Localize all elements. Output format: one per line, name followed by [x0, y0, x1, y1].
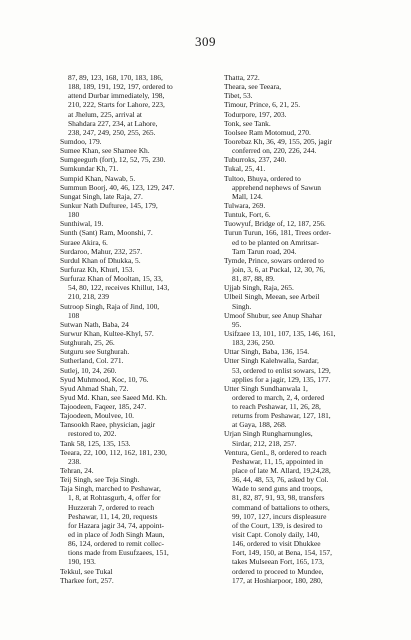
index-entry-continuation: restored to, 202. — [68, 429, 117, 439]
index-entry-continuation: applies for a jagir, 129, 135, 177. — [232, 374, 331, 384]
index-entry-continuation: of the Court, 139, is desired to — [232, 520, 323, 530]
index-entry-continuation: 177, at Hoshiarpoor, 180, 280, — [232, 575, 323, 585]
index-entry: Sunth (Sant) Ram, Moonshi, 7. — [60, 228, 153, 238]
index-entry: Sumee Khan, see Shamee Kh. — [60, 146, 150, 156]
index-entry: Sunthiwal, 19. — [60, 219, 104, 229]
index-entry: Sungat Singh, late Raja, 27. — [60, 191, 143, 201]
index-entry-continuation: 36, 44, 48, 53, 76, asked by Col. — [232, 475, 329, 485]
index-entry-continuation: Mall, 124. — [232, 191, 263, 201]
index-entry-continuation: 86, 124, ordered to remit collec- — [68, 539, 165, 549]
index-entry: Summun Boorj, 40, 46, 123, 129, 247. — [60, 182, 175, 192]
index-entry-continuation: ordered to march, 2, 4, ordered — [232, 392, 325, 402]
index-entry: Theara, see Teeara, — [224, 82, 282, 92]
index-entry-continuation: Wade to send guns and troops, — [232, 484, 323, 494]
index-entry: Sumkundar Kh, 71. — [60, 164, 119, 174]
index-entry-continuation: Singh. — [232, 301, 252, 311]
index-entry: Thatta, 272. — [224, 73, 260, 82]
index-entry: Toolsee Ram Motomud, 270. — [224, 127, 311, 137]
index-entry-continuation: 81, 87, 88, 89. — [232, 274, 275, 284]
index-entry-continuation: 210, 218, 239 — [68, 292, 109, 302]
index-entry: Tuntuk, Fort, 6. — [224, 210, 271, 220]
index-entry: Syud Md. Khan, see Saeed Md. Kh. — [60, 392, 168, 402]
index-entry-continuation: 190, 193. — [68, 557, 96, 567]
index-entry: Tuowyuf, Bridge of, 12, 187, 256. — [224, 219, 326, 229]
index-entry: Urjan Singh Rungharnungles, — [224, 429, 313, 439]
index-entry: Timour, Prince, 6, 21, 25. — [224, 100, 301, 110]
index-entry-continuation: Shahdara 227, 234, at Lahore, — [68, 118, 158, 128]
index-entry: Taja Singh, marched to Peshawar, — [60, 484, 161, 494]
index-entry: Tulwara, 269. — [224, 200, 266, 210]
index-entry: Uttar Singh, Baba, 136, 154. — [224, 347, 310, 357]
index-entry-continuation: 183, 236, 250. — [232, 338, 275, 348]
index-entry: Tekkul, see Tukal — [60, 566, 113, 576]
index-entry: Sumgeegurh (fort), 12, 52, 75, 230. — [60, 155, 166, 165]
index-entry: Ulbeil Singh, Meean, see Arbeil — [224, 292, 320, 302]
index-entry-continuation: 188, 189, 191, 192, 197, ordered to — [68, 82, 173, 92]
index-entry: Tehran, 24. — [60, 466, 94, 476]
index-entry-continuation: apprehend nephews of Sawun — [232, 182, 322, 192]
index-entry: Tajoodeen, Moulvee, 10. — [60, 411, 135, 421]
index-entry-continuation: join, 3, 6, at Puckal, 12, 30, 76, — [232, 264, 325, 274]
index-entry-continuation: ed in place of Jodh Singh Maun, — [68, 530, 165, 540]
index-entry: Tansookh Raee, physician, jagir — [60, 420, 156, 430]
index-entry-continuation: 53, ordered to enlist sowars, 129, — [232, 365, 331, 375]
index-entry: Sunkur Nath Dufturee, 145, 179, — [60, 200, 158, 210]
index-entry-continuation: 87, 89, 123, 168, 170, 183, 186, — [68, 73, 163, 82]
index-entry: Syud Muhmood, Koc, 10, 76. — [60, 374, 149, 384]
index-entry-continuation: 238. — [68, 456, 82, 466]
index-entry-continuation: 108 — [68, 310, 80, 320]
page-number: 309 — [195, 34, 216, 49]
index-entry: Ujjab Singh, Raja, 265. — [224, 283, 294, 293]
index-entry-continuation: for Hazara jagir 34, 74, appoint- — [68, 520, 165, 530]
index-entry: Surdul Khan of Dhukka, 5. — [60, 255, 141, 265]
index-entry-continuation: Peshawar, 11, 14, 20, requests — [68, 511, 158, 521]
index-entry-continuation: 81, 82, 87, 91, 93, 98, transfers — [232, 493, 325, 503]
index-entry-continuation: 95. — [232, 319, 242, 329]
index-entry-continuation: takes Mulseean Fort, 165, 173, — [232, 557, 324, 567]
index-entry: Tibet, 53. — [224, 91, 253, 101]
index-column-left — [60, 73, 230, 585]
index-entry: Tymde, Prince, sowars ordered to — [224, 255, 324, 265]
index-entry-continuation: tions made from Eusufzaees, 151, — [68, 548, 169, 558]
index-entry: Surfuraz Khan of Mooltan, 15, 33, — [60, 274, 163, 284]
index-entry: Sumpid Khan, Nawab, 5. — [60, 173, 136, 183]
index-entry: Tuburroks, 237, 240. — [224, 155, 287, 165]
index-entry: Tank 58, 125, 135, 153. — [60, 438, 131, 448]
index-entry: Toorebaz Kh, 36, 49, 155, 205, jagir — [224, 136, 332, 146]
index-entry: Tukal, 25, 41. — [224, 164, 266, 174]
index-entry-continuation: command of battalions to others, — [232, 502, 330, 512]
index-entry: Turun Turun, 166, 181, Trees order- — [224, 228, 332, 238]
index-entry-continuation: 1, 8, at Rohtasgurh, 4, offer for — [68, 493, 161, 503]
index-entry-continuation: Peshawar, 11, 15, appointed in — [232, 456, 323, 466]
index-entry: Surfuraz Kh, Khurl, 153. — [60, 264, 135, 274]
index-entry: Umoof Shubur, see Anup Shahar — [224, 310, 322, 320]
index-entry: Teij Singh, see Teja Singh. — [60, 475, 140, 485]
index-entry: Tonk, see Tank. — [224, 118, 271, 128]
index-entry-continuation: 54, 80, 122, receives Khillut, 143, — [68, 283, 170, 293]
index-entry-continuation: ed to be planted on Amritsar- — [232, 237, 319, 247]
index-entry-continuation: Fort, 149, 150, at Bena, 154, 157, — [232, 548, 332, 558]
index-entry: Sutwan Nath, Baba, 24 — [60, 319, 129, 329]
index-entry-continuation: attend Durbar immediately, 198, — [68, 91, 165, 101]
index-entry-continuation: ordered to proceed to Mundee, — [232, 566, 324, 576]
index-entry-continuation: conferred on, 220, 226, 244. — [232, 146, 317, 156]
index-entry-continuation: 180 — [68, 210, 80, 220]
index-entry: Sutlej, 10, 24, 260. — [60, 365, 117, 375]
index-entry: Utter Singh Kalehwalla, Sardar, — [224, 356, 319, 366]
index-entry: Todurpore, 197, 203. — [224, 109, 287, 119]
index-entry: Sumdoo, 179. — [60, 136, 102, 146]
index-entry-continuation: to reach Peshawar, 11, 26, 28, — [232, 402, 321, 412]
index-entry: Sutherland, Col. 271. — [60, 356, 124, 366]
index-entry: Teeara, 22, 100, 112, 162, 181, 230, — [60, 447, 167, 457]
index-entry: Sutguru see Sutghurah. — [60, 347, 130, 357]
index-entry: Tultoo, Bhuya, ordered to — [224, 173, 301, 183]
index-entry: Sutroop Singh, Raja of Jind, 100, — [60, 301, 160, 311]
index-entry: Utter Singh Sundhanwala 1, — [224, 383, 308, 393]
index-entry: Surwur Khan, Kultee-Khyl, 57. — [60, 328, 154, 338]
index-entry-continuation: place of late M. Allard, 19,24,28, — [232, 466, 331, 476]
index-entry-continuation: 210, 222, Starts for Lahore, 223, — [68, 100, 165, 110]
index-entry-continuation: visit Capt. Conoly daily, 140, — [232, 530, 320, 540]
index-entry: Sutghurah, 25, 26. — [60, 338, 115, 348]
index-entry-continuation: 99, 107, 127, incurs displeasure — [232, 511, 327, 521]
index-entry-continuation: 146, ordered to visit Dhukkee — [232, 539, 321, 549]
index-entry-continuation: returns from Peshawar, 127, 181, — [232, 411, 331, 421]
index-entry: Surdaroo, Mahur, 232, 257. — [60, 246, 143, 256]
index-entry-continuation: 238, 247, 249, 250, 255, 265. — [68, 127, 156, 137]
index-entry: Ventura, Genl., 8, ordered to reach — [224, 447, 327, 457]
index-entry: Syud Ahmad Shah, 72. — [60, 383, 129, 393]
index-entry-continuation: Sirdar, 212, 218, 257. — [232, 438, 297, 448]
index-entry-continuation: Huzzerah 7, ordered to reach — [68, 502, 155, 512]
index-entry-continuation: Tarn Tarun road, 204. — [232, 246, 297, 256]
index-entry-continuation: at Jhelum, 225, arrival at — [68, 109, 142, 119]
index-entry: Usifzaee 13, 101, 107, 135, 146, 161, — [224, 328, 336, 338]
index-entry: Suraee Akira, 6. — [60, 237, 108, 247]
index-column-right — [224, 73, 394, 585]
index-entry: Tajoodeen, Faqeer, 185, 247. — [60, 402, 147, 412]
index-entry-continuation: at Gaya, 188, 268. — [232, 420, 287, 430]
index-entry: Tharkee fort, 257. — [60, 575, 114, 585]
